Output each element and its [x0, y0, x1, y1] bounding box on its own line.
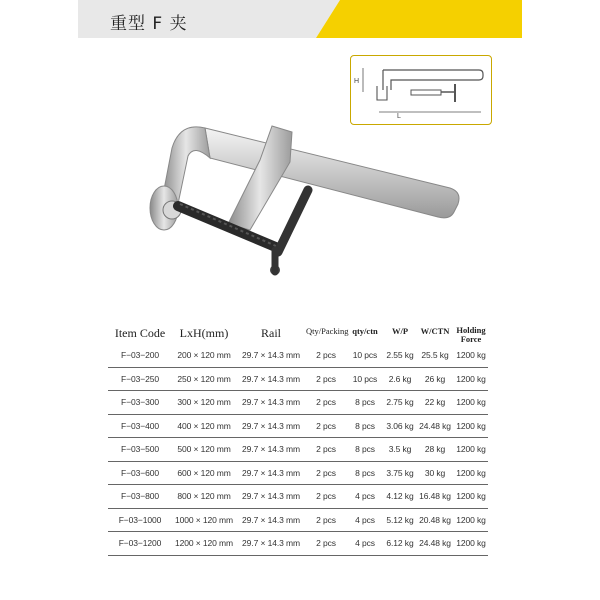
cell-code: F−03−500 — [108, 438, 172, 462]
cell-lxh: 800 × 120 mm — [172, 485, 236, 509]
cell-qty: 2 pcs — [306, 344, 346, 367]
cell-rail: 29.7 × 14.3 mm — [236, 532, 306, 556]
cell-force: 1200 kg — [454, 508, 488, 532]
cell-qty: 2 pcs — [306, 461, 346, 485]
cell-ctn: 4 pcs — [346, 485, 384, 509]
cell-force: 1200 kg — [454, 391, 488, 415]
page-title: 重型 F 夹 — [110, 14, 188, 34]
cell-code: F−03−800 — [108, 485, 172, 509]
header-item-code: Item Code — [114, 326, 166, 340]
cell-wctn: 26 kg — [416, 367, 454, 391]
cell-lxh: 400 × 120 mm — [172, 414, 236, 438]
cell-wctn: 24.48 kg — [416, 414, 454, 438]
header-qty-packing: Qty/Packing — [306, 326, 349, 336]
cell-force: 1200 kg — [454, 438, 488, 462]
cell-wctn: 30 kg — [416, 461, 454, 485]
cell-wp: 3.06 kg — [384, 414, 416, 438]
header-qty-ctn: qty/ctn — [352, 326, 378, 336]
cell-lxh: 1200 × 120 mm — [172, 532, 236, 556]
cell-wp: 4.12 kg — [384, 485, 416, 509]
cell-ctn: 8 pcs — [346, 414, 384, 438]
cell-wp: 6.12 kg — [384, 532, 416, 556]
table-header-row — [108, 326, 488, 344]
cell-wctn: 20.48 kg — [416, 508, 454, 532]
diagram-h-label: H — [354, 78, 360, 85]
header-holding-force — [454, 326, 488, 344]
cell-rail: 29.7 × 14.3 mm — [236, 508, 306, 532]
f-clamp-photo — [110, 100, 480, 310]
cell-force: 1200 kg — [454, 414, 488, 438]
cell-qty: 2 pcs — [306, 414, 346, 438]
cell-rail: 29.7 × 14.3 mm — [236, 344, 306, 367]
table-row — [108, 508, 488, 532]
cell-qty: 2 pcs — [306, 438, 346, 462]
cell-force: 1200 kg — [454, 367, 488, 391]
header-rail: Rail — [261, 326, 281, 340]
header-lxh: LxH(mm) — [179, 326, 229, 340]
cell-code: F−03−400 — [108, 414, 172, 438]
cell-force: 1200 kg — [454, 485, 488, 509]
table-row — [108, 532, 488, 556]
header-holding: Holding — [456, 325, 486, 335]
cell-qty: 2 pcs — [306, 367, 346, 391]
cell-lxh: 500 × 120 mm — [172, 438, 236, 462]
cell-ctn: 10 pcs — [346, 344, 384, 367]
cell-code: F−03−1000 — [108, 508, 172, 532]
cell-qty: 2 pcs — [306, 532, 346, 556]
cell-qty: 2 pcs — [306, 485, 346, 509]
cell-lxh: 1000 × 120 mm — [172, 508, 236, 532]
table-row — [108, 461, 488, 485]
cell-wctn: 25.5 kg — [416, 344, 454, 367]
cell-code: F−03−300 — [108, 391, 172, 415]
table-row — [108, 414, 488, 438]
cell-qty: 2 pcs — [306, 508, 346, 532]
cell-code: F−03−1200 — [108, 532, 172, 556]
cell-wctn: 16.48 kg — [416, 485, 454, 509]
table-row — [108, 391, 488, 415]
cell-rail: 29.7 × 14.3 mm — [236, 485, 306, 509]
cell-rail: 29.7 × 14.3 mm — [236, 391, 306, 415]
cell-force: 1200 kg — [454, 461, 488, 485]
diagram-l-label: L — [397, 113, 401, 120]
cell-lxh: 200 × 120 mm — [172, 344, 236, 367]
cell-rail: 29.7 × 14.3 mm — [236, 414, 306, 438]
cell-force: 1200 kg — [454, 532, 488, 556]
specifications-table — [108, 326, 488, 556]
cell-qty: 2 pcs — [306, 391, 346, 415]
cell-lxh: 600 × 120 mm — [172, 461, 236, 485]
cell-wp: 3.75 kg — [384, 461, 416, 485]
cell-ctn: 10 pcs — [346, 367, 384, 391]
cell-rail: 29.7 × 14.3 mm — [236, 438, 306, 462]
cell-ctn: 4 pcs — [346, 532, 384, 556]
cell-code: F−03−200 — [108, 344, 172, 367]
cell-lxh: 300 × 120 mm — [172, 391, 236, 415]
cell-force: 1200 kg — [454, 344, 488, 367]
cell-wp: 2.55 kg — [384, 344, 416, 367]
table-row — [108, 367, 488, 391]
cell-ctn: 4 pcs — [346, 508, 384, 532]
cell-wctn: 22 kg — [416, 391, 454, 415]
cell-ctn: 8 pcs — [346, 438, 384, 462]
cell-lxh: 250 × 120 mm — [172, 367, 236, 391]
cell-code: F−03−600 — [108, 461, 172, 485]
cell-wp: 5.12 kg — [384, 508, 416, 532]
table-row — [108, 438, 488, 462]
cell-wp: 2.6 kg — [384, 367, 416, 391]
cell-rail: 29.7 × 14.3 mm — [236, 461, 306, 485]
table-row — [108, 344, 488, 367]
header-force: Force — [460, 334, 482, 344]
cell-wctn: 28 kg — [416, 438, 454, 462]
header-banner — [78, 0, 522, 38]
header-wctn: W/CTN — [420, 326, 450, 336]
cell-wctn: 24.48 kg — [416, 532, 454, 556]
cell-wp: 2.75 kg — [384, 391, 416, 415]
cell-wp: 3.5 kg — [384, 438, 416, 462]
cell-ctn: 8 pcs — [346, 461, 384, 485]
cell-ctn: 8 pcs — [346, 391, 384, 415]
header-wp: W/P — [391, 326, 409, 336]
cell-code: F−03−250 — [108, 367, 172, 391]
cell-rail: 29.7 × 14.3 mm — [236, 367, 306, 391]
table-row — [108, 485, 488, 509]
